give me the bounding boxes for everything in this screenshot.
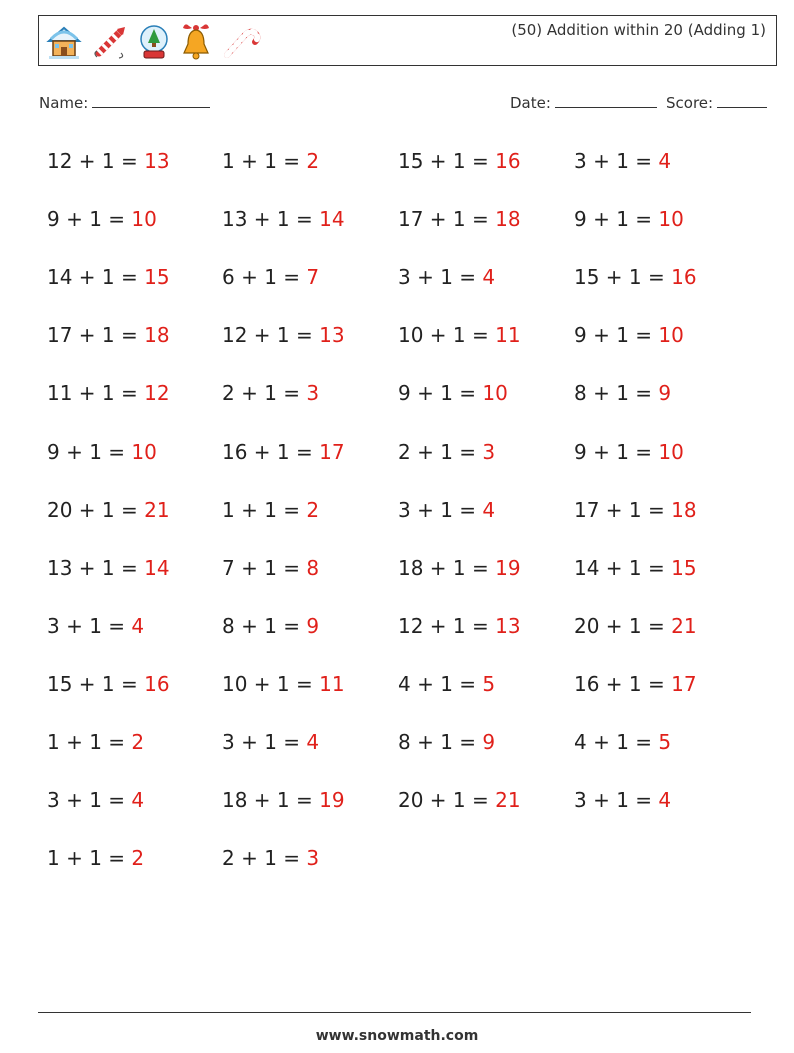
problem-answer: 2 <box>131 730 145 754</box>
problem-answer: 15 <box>144 265 170 290</box>
addition-problem <box>47 204 157 234</box>
name-field <box>39 93 210 112</box>
problem-expression: 9 + 1 = <box>47 439 132 464</box>
addition-problem <box>574 437 684 467</box>
problem-expression: 12 + 1 = <box>47 149 145 173</box>
problem-answer: 8 <box>306 555 320 580</box>
addition-problem <box>398 727 495 757</box>
problem-expression: 20 + 1 = <box>574 613 672 638</box>
addition-problem <box>222 611 319 641</box>
problem-expression: 8 + 1 = <box>574 381 659 406</box>
problem-expression: 17 + 1 = <box>47 323 145 348</box>
addition-problem <box>47 146 170 176</box>
addition-problem <box>47 785 144 815</box>
problem-expression: 3 + 1 = <box>574 149 659 173</box>
addition-problem <box>574 204 684 234</box>
addition-problem <box>398 553 521 583</box>
problem-answer: 10 <box>658 323 684 348</box>
problem-answer: 14 <box>144 555 170 580</box>
score-field <box>666 93 767 112</box>
name-label: Name: <box>39 94 89 112</box>
addition-problem <box>574 320 684 350</box>
problem-answer: 2 <box>306 497 320 522</box>
addition-problem <box>222 669 345 699</box>
problem-expression: 4 + 1 = <box>398 671 483 696</box>
problem-expression: 10 + 1 = <box>398 323 496 348</box>
addition-problem <box>398 262 495 292</box>
addition-problem <box>47 669 170 699</box>
problem-expression: 2 + 1 = <box>398 439 483 464</box>
problem-expression: 1 + 1 = <box>47 730 132 754</box>
problem-answer: 18 <box>671 497 697 522</box>
problem-answer: 18 <box>144 323 170 348</box>
addition-problem <box>574 146 671 176</box>
date-label: Date: <box>510 94 551 112</box>
addition-problem <box>574 553 697 583</box>
problem-answer: 16 <box>671 265 697 290</box>
worksheet-title: (50) Addition within 20 (Adding 1) <box>511 21 766 39</box>
addition-problem <box>47 727 144 757</box>
problem-answer: 4 <box>131 613 145 638</box>
problem-answer: 10 <box>482 381 508 406</box>
problem-answer: 5 <box>658 730 672 754</box>
addition-problem <box>222 378 319 408</box>
addition-problem <box>222 495 319 525</box>
problem-expression: 3 + 1 = <box>398 497 483 522</box>
addition-problem <box>222 553 319 583</box>
problem-expression: 12 + 1 = <box>398 613 496 638</box>
problem-expression: 14 + 1 = <box>574 555 672 580</box>
problem-answer: 10 <box>658 439 684 464</box>
addition-problem <box>47 262 170 292</box>
problem-expression: 7 + 1 = <box>222 555 307 580</box>
firework-rocket-icon <box>91 23 129 61</box>
house-icon <box>45 23 83 61</box>
problem-answer: 12 <box>144 381 170 406</box>
problem-answer: 9 <box>658 381 672 406</box>
problem-answer: 5 <box>482 671 496 696</box>
problem-answer: 17 <box>671 671 697 696</box>
problem-answer: 2 <box>306 149 320 173</box>
problem-expression: 20 + 1 = <box>398 788 496 813</box>
problem-expression: 3 + 1 = <box>398 265 483 290</box>
date-blank-line <box>555 93 657 108</box>
problem-answer: 16 <box>144 671 170 696</box>
problem-answer: 7 <box>306 265 320 290</box>
problem-answer: 13 <box>319 323 345 348</box>
addition-problem <box>574 262 697 292</box>
addition-problem <box>47 843 144 873</box>
addition-problem <box>398 146 521 176</box>
addition-problem <box>222 843 319 873</box>
problem-expression: 2 + 1 = <box>222 381 307 406</box>
addition-problem <box>398 669 495 699</box>
problem-answer: 3 <box>306 846 320 871</box>
problem-answer: 4 <box>131 788 145 813</box>
score-blank-line <box>717 93 767 108</box>
addition-problem <box>47 611 144 641</box>
addition-problem <box>47 495 170 525</box>
problem-expression: 1 + 1 = <box>222 497 307 522</box>
problem-answer: 13 <box>144 149 170 173</box>
problem-expression: 3 + 1 = <box>47 788 132 813</box>
addition-problem <box>222 785 345 815</box>
problem-answer: 11 <box>319 671 345 696</box>
problem-answer: 4 <box>482 497 496 522</box>
problem-expression: 14 + 1 = <box>47 265 145 290</box>
problem-expression: 18 + 1 = <box>398 555 496 580</box>
problem-answer: 15 <box>671 555 697 580</box>
addition-problem <box>222 727 319 757</box>
problem-answer: 4 <box>306 730 320 754</box>
problem-expression: 16 + 1 = <box>574 671 672 696</box>
problem-answer: 13 <box>495 613 521 638</box>
addition-problem <box>398 437 495 467</box>
problem-answer: 10 <box>658 207 684 232</box>
problem-expression: 8 + 1 = <box>398 730 483 754</box>
problem-answer: 21 <box>671 613 697 638</box>
addition-problem <box>222 320 345 350</box>
worksheet-header <box>38 15 777 66</box>
addition-problem <box>47 378 170 408</box>
problem-answer: 3 <box>306 381 320 406</box>
problem-answer: 21 <box>144 497 170 522</box>
addition-problem <box>222 437 345 467</box>
addition-problem <box>574 669 697 699</box>
addition-problem <box>47 437 157 467</box>
icon-strip <box>45 21 261 63</box>
problem-expression: 9 + 1 = <box>398 381 483 406</box>
problem-expression: 10 + 1 = <box>222 671 320 696</box>
problem-answer: 4 <box>658 788 672 813</box>
date-field <box>510 93 657 112</box>
problem-answer: 4 <box>658 149 672 173</box>
candy-cane-icon <box>221 23 261 61</box>
problem-expression: 20 + 1 = <box>47 497 145 522</box>
problem-answer: 3 <box>482 439 496 464</box>
problem-expression: 8 + 1 = <box>222 613 307 638</box>
addition-problem <box>47 553 170 583</box>
problem-answer: 21 <box>495 788 521 813</box>
problem-expression: 13 + 1 = <box>47 555 145 580</box>
problem-expression: 15 + 1 = <box>574 265 672 290</box>
footer-divider <box>38 1012 751 1013</box>
problem-expression: 15 + 1 = <box>47 671 145 696</box>
problem-expression: 16 + 1 = <box>222 439 320 464</box>
addition-problem <box>398 204 521 234</box>
problem-expression: 3 + 1 = <box>574 788 659 813</box>
problem-expression: 1 + 1 = <box>222 149 307 173</box>
addition-problem <box>47 320 170 350</box>
addition-problem <box>574 495 697 525</box>
problem-expression: 9 + 1 = <box>574 207 659 232</box>
problem-expression: 15 + 1 = <box>398 149 496 173</box>
problem-expression: 3 + 1 = <box>222 730 307 754</box>
addition-problem <box>574 727 671 757</box>
addition-problem <box>222 204 345 234</box>
problem-answer: 19 <box>495 555 521 580</box>
addition-problem <box>398 320 521 350</box>
addition-problem <box>398 785 521 815</box>
problem-expression: 3 + 1 = <box>47 613 132 638</box>
addition-problem <box>222 146 319 176</box>
addition-problem <box>574 611 697 641</box>
problem-expression: 9 + 1 = <box>574 439 659 464</box>
addition-problem <box>222 262 319 292</box>
problem-expression: 1 + 1 = <box>47 846 132 871</box>
problem-expression: 11 + 1 = <box>47 381 145 406</box>
problem-expression: 9 + 1 = <box>574 323 659 348</box>
problem-expression: 4 + 1 = <box>574 730 659 754</box>
addition-problem <box>398 611 521 641</box>
problem-answer: 9 <box>306 613 320 638</box>
problem-answer: 19 <box>319 788 345 813</box>
problem-expression: 9 + 1 = <box>47 207 132 232</box>
addition-problem <box>398 378 508 408</box>
score-label: Score: <box>666 94 714 112</box>
addition-problem <box>574 378 671 408</box>
problem-expression: 18 + 1 = <box>222 788 320 813</box>
problem-answer: 18 <box>495 207 521 232</box>
problem-answer: 10 <box>131 207 157 232</box>
problem-expression: 2 + 1 = <box>222 846 307 871</box>
problem-answer: 10 <box>131 439 157 464</box>
name-blank-line <box>92 93 210 108</box>
christmas-bell-icon <box>179 22 213 62</box>
problem-answer: 14 <box>319 207 345 232</box>
snow-globe-icon <box>137 23 171 61</box>
problem-answer: 4 <box>482 265 496 290</box>
problem-expression: 13 + 1 = <box>222 207 320 232</box>
footer-url: www.snowmath.com <box>315 1028 479 1044</box>
problem-answer: 17 <box>319 439 345 464</box>
problem-answer: 16 <box>495 149 521 173</box>
problem-expression: 12 + 1 = <box>222 323 320 348</box>
problem-expression: 6 + 1 = <box>222 265 307 290</box>
problem-expression: 17 + 1 = <box>574 497 672 522</box>
problem-answer: 2 <box>131 846 145 871</box>
addition-problem <box>398 495 495 525</box>
problem-answer: 9 <box>482 730 496 754</box>
problem-answer: 11 <box>495 323 521 348</box>
addition-problem <box>574 785 671 815</box>
problem-expression: 17 + 1 = <box>398 207 496 232</box>
